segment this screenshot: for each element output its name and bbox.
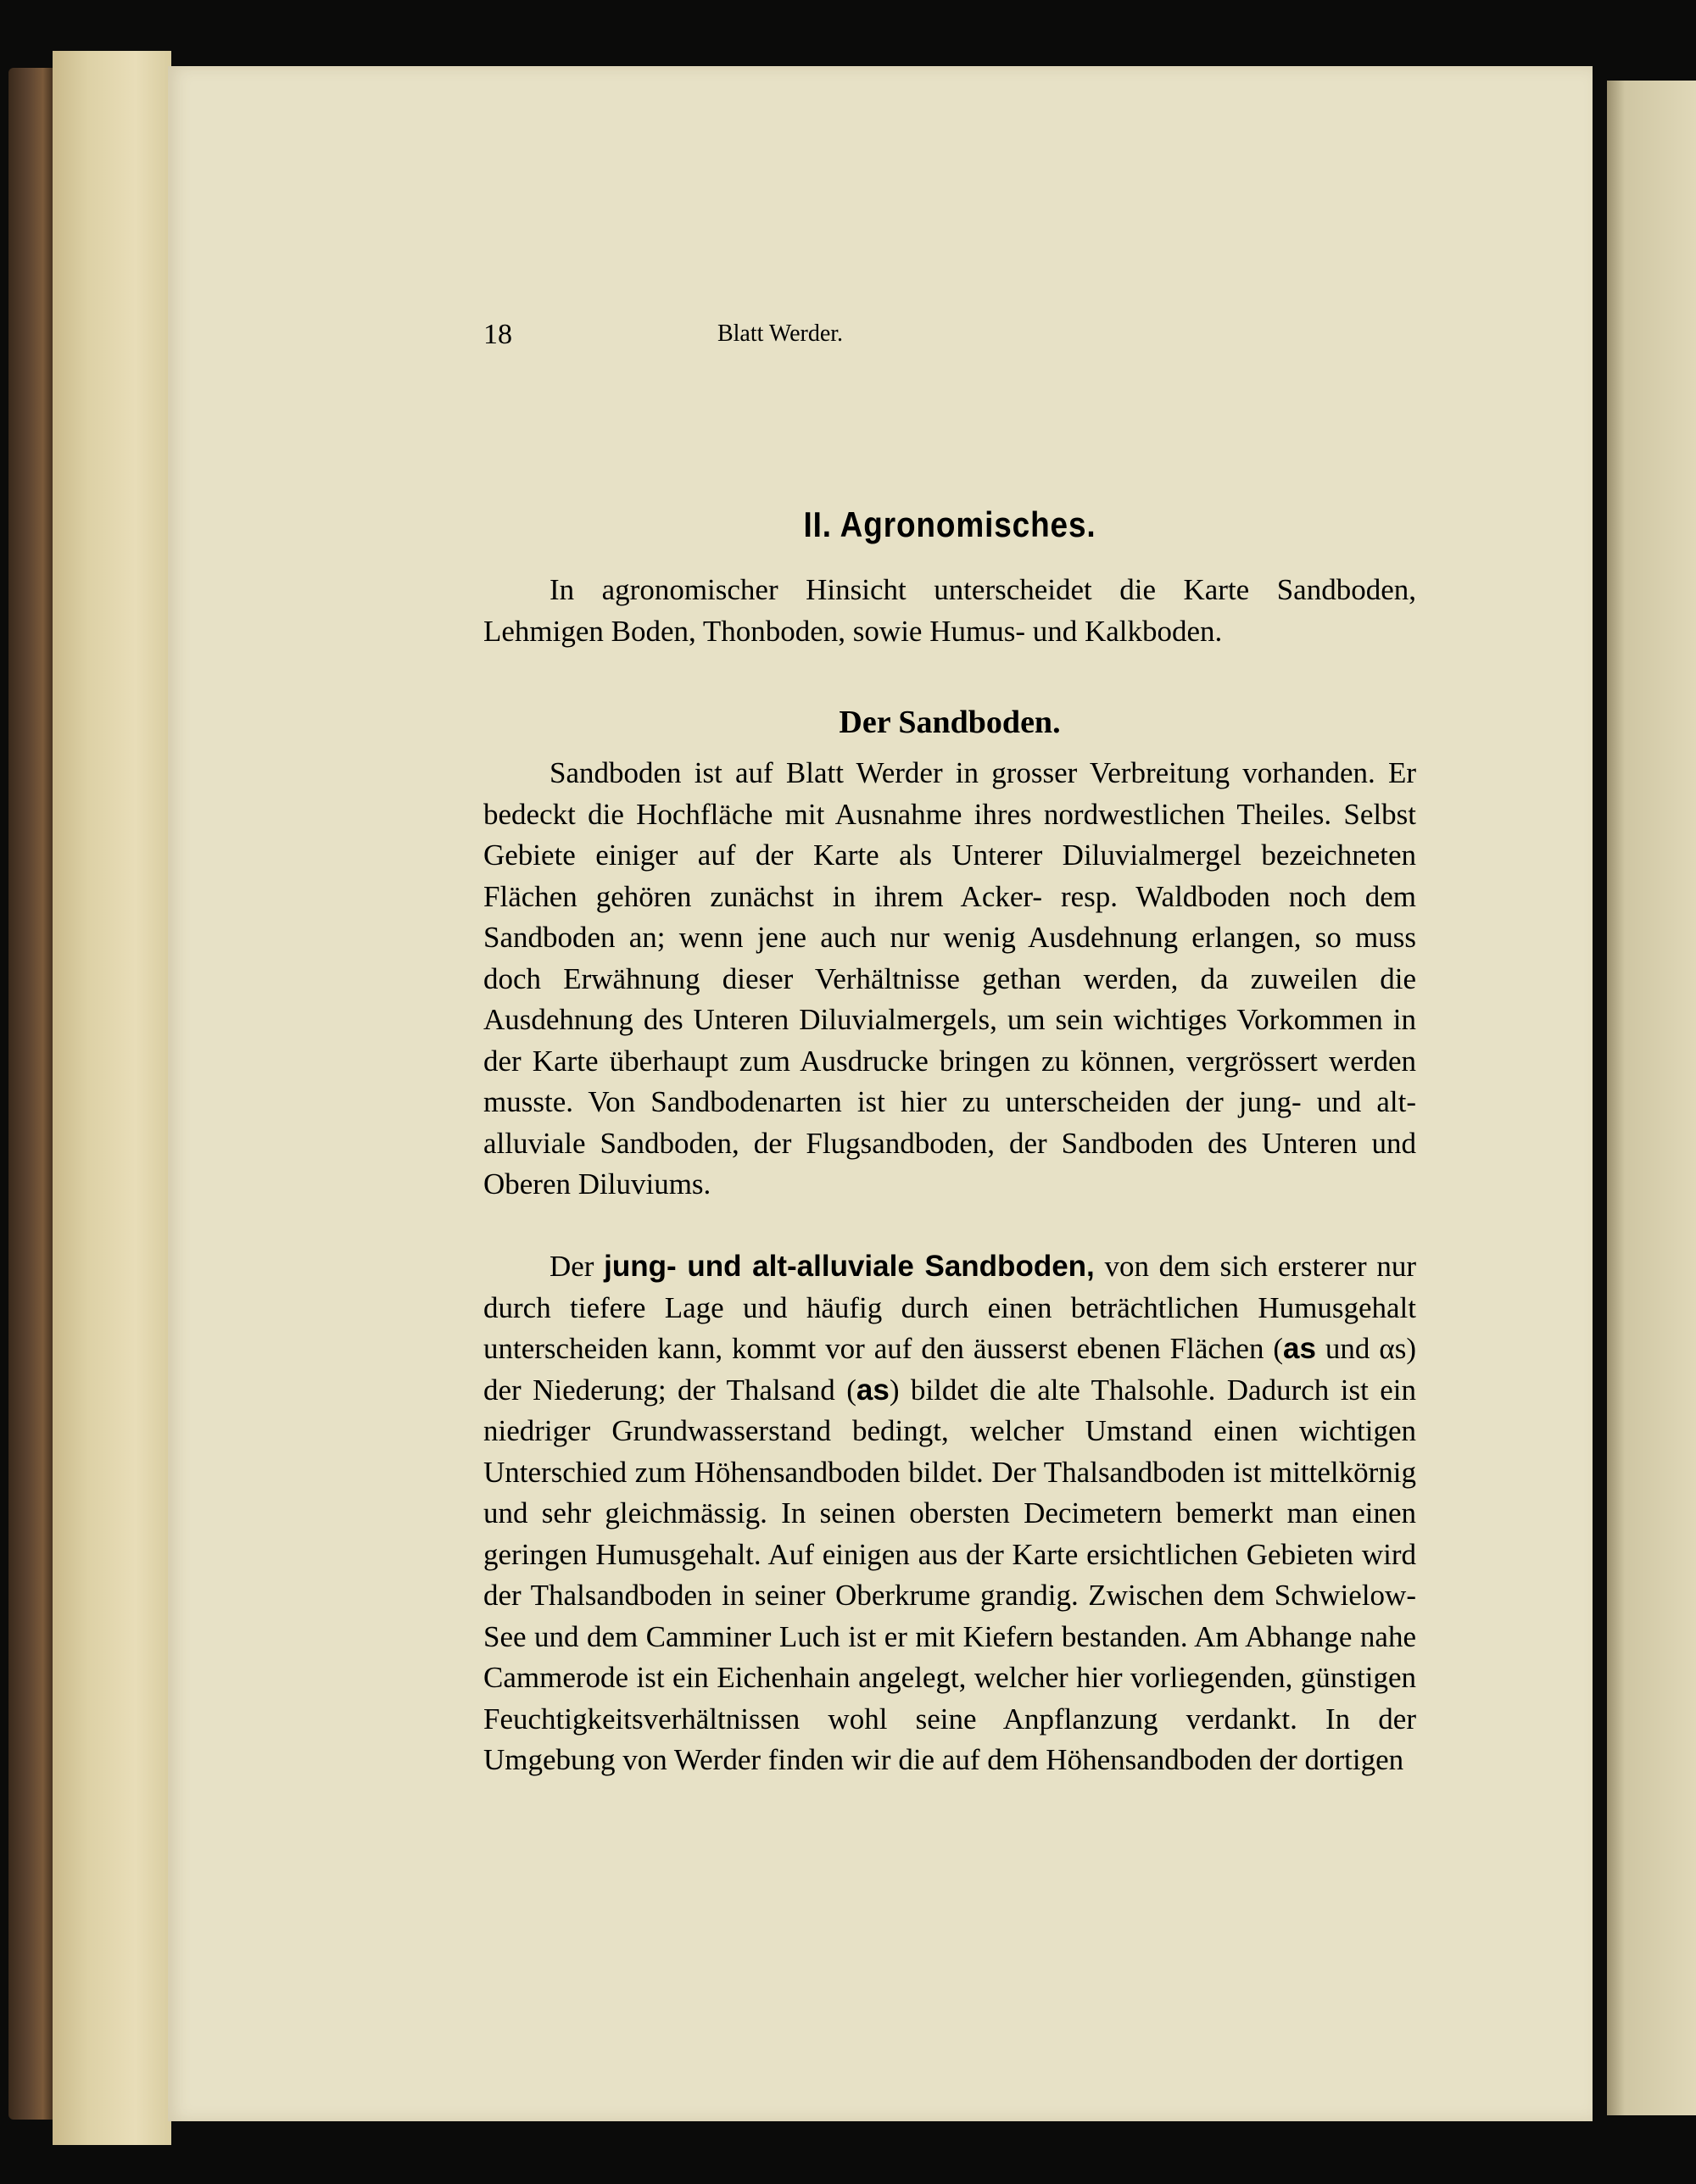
book-cover-edge	[8, 68, 58, 2120]
page-header	[483, 319, 1416, 353]
p2-text-b: und	[1315, 1332, 1380, 1365]
p2-text-c: ) der Niederung; der Thalsand (	[483, 1332, 1416, 1407]
section-title: II. Agronomisches.	[803, 504, 1096, 544]
p2-text-d: ) bildet die alte Thalsohle. Dadurch ist ein niedriger Grundwasserstand bedingt, welcher Umstand einen wichtigen Unterschied zum Höhensandboden bildet. Der Thalsandboden ist mittelkörnig und sehr gleichmässig. In seinen obersten Decimetern bemerkt man einen geringen Humusgehalt. Auf einigen aus der Karte ersichtlichen Gebieten wird der Thalsandboden in seiner Oberkrume grandig. Zwischen dem Schwielow-See und dem Camminer Luch ist er mit Kiefern bestanden. Am Abhange nahe Cammerode ist ein Eichenhain angelegt, welcher hier vorliegenden, günstigen Feuchtigkeitsverhältnissen wohl seine Anpflanzung verdankt. In der Umgebung von Werder finden wir die auf dem Höhensandboden der dortigen	[483, 1373, 1416, 1776]
subsection-title: Der Sandboden.	[839, 705, 1061, 740]
sandboden-paragraph-1: Sandboden ist auf Blatt Werder in grosser Verbreitung vorhanden. Er bedeckt die Hochfläche mit Ausnahme ihres nordwestlichen Theiles. Selbst Gebiete einiger auf der Karte als Unterer Diluvialmergel bezeichneten Flächen gehören zunächst in ihrem Acker- resp. Waldboden noch dem Sandboden an; wenn jene auch nur wenig Ausdehnung erlangen, so muss doch Erwähnung dieser Verhältnisse gethan werden, da zuweilen die Ausdehnung des Unteren Diluvialmergels, um sein wichtiges Vorkommen in der Karte überhaupt zum Ausdrucke bringen zu können, vergrössert werden musste. Von Sandbodenarten ist hier zu unterscheiden der jung- und alt-alluviale Sandboden, der Flugsandboden, der Sandboden des Unteren und Oberen Diluviums.	[483, 756, 1416, 1201]
sandboden-paragraph-2	[483, 1246, 1416, 1781]
map-symbol-as-2: as	[856, 1373, 890, 1407]
map-symbol-as: as	[1283, 1332, 1316, 1365]
running-title: Blatt Werder.	[717, 320, 844, 347]
p2-bold-term: jung- und alt-alluviale Sandboden,	[604, 1250, 1095, 1283]
page-stack-edge	[53, 51, 171, 2145]
next-page-edge	[1607, 81, 1696, 2115]
page-number: 18	[483, 319, 512, 350]
intro-paragraph: In agronomischer Hinsicht unterscheidet die Karte Sandboden, Lehmigen Boden, Thonboden, sowie Humus- und Kalkboden.	[483, 573, 1416, 648]
p2-start: Der	[550, 1250, 605, 1283]
p2-text-a: von dem sich ersterer nur durch tiefere Lage und häufig durch einen beträchtlichen Humusgehalt unterscheiden kann, kommt vor auf den äusserst ebenen Flächen (	[483, 1250, 1416, 1365]
map-symbol-alpha-s: αs	[1379, 1332, 1407, 1365]
